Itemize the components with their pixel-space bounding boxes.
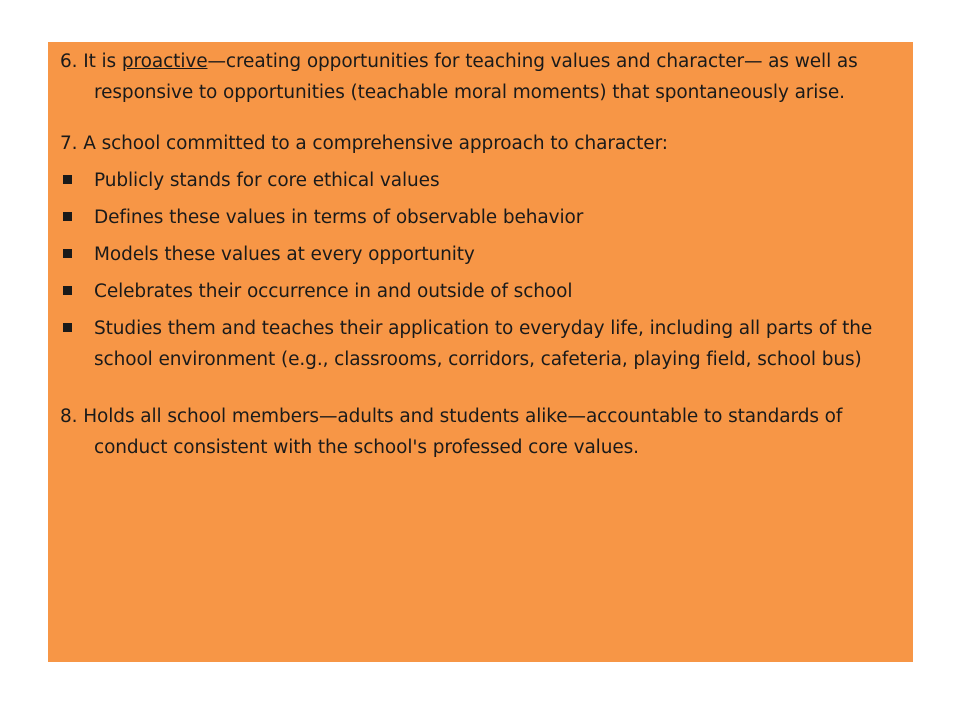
square-bullet-icon (63, 175, 72, 184)
bullet-item (60, 313, 894, 375)
bullet-text: Studies them and teaches their application to everyday life, including all parts of the school environment (e.g., classrooms, corridors, cafeteria, playing field, school bus) (94, 318, 873, 370)
item-7-heading: 7. A school committed to a comprehensive approach to character: (60, 133, 668, 154)
bullet-text: Publicly stands for core ethical values (94, 170, 440, 191)
content-panel (48, 42, 913, 662)
item-6-paragraph (60, 46, 904, 108)
square-bullet-icon (63, 286, 72, 295)
bullet-text: Defines these values in terms of observable behavior (94, 207, 584, 228)
spacer (60, 108, 913, 128)
bullet-item (60, 165, 894, 196)
bullet-text: Celebrates their occurrence in and outside of school (94, 281, 573, 302)
square-bullet-icon (63, 323, 72, 332)
item-6-underlined-word: proactive (121, 51, 208, 72)
square-bullet-icon (63, 212, 72, 221)
spacer (60, 381, 913, 401)
square-bullet-icon (63, 249, 72, 258)
item-6-rest: —creating opportunities for teaching values and character— as well as responsive to opportunities (teachable moral moments) that spontaneously arise. (94, 51, 858, 103)
bullet-item (60, 202, 894, 233)
item-6-lead: 6. It is (60, 51, 122, 72)
item-7-bullet-list (60, 165, 913, 375)
bullet-item (60, 276, 894, 307)
item-8-paragraph: 8. Holds all school members—adults and students alike—accountable to standards of conduct consistent with the school's professed core values. (60, 406, 843, 458)
bullet-item (60, 239, 894, 270)
bullet-text: Models these values at every opportunity (94, 244, 475, 265)
